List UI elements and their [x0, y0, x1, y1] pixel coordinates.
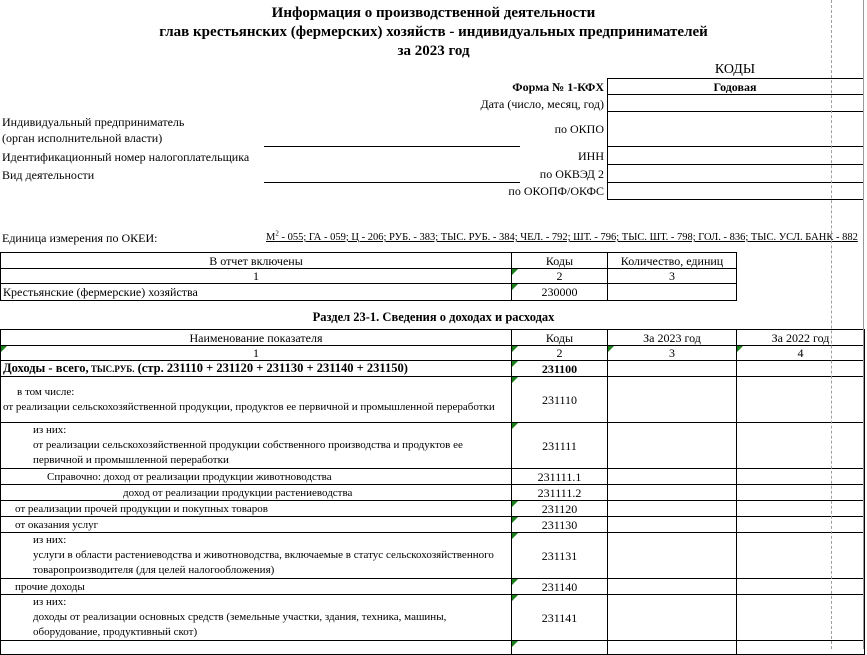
included-header-name: В отчет включены	[1, 253, 512, 269]
partial-row-2022[interactable]	[737, 641, 865, 655]
codes-line	[607, 94, 863, 95]
included-row-name: Крестьянские (фермерские) хозяйства	[1, 284, 512, 301]
row-231120-code: 231120	[512, 501, 608, 517]
total-row-2022[interactable]	[737, 361, 865, 377]
row-231111-2022[interactable]	[737, 423, 865, 469]
row-231141-code: 231141	[512, 595, 608, 641]
row-lead: из них:	[33, 534, 67, 546]
included-colnum-3: 3	[608, 269, 737, 284]
included-table	[0, 252, 737, 301]
row-231111-2-2022[interactable]	[737, 485, 865, 501]
section-header-2023: За 2023 год	[608, 330, 737, 346]
included-row-quantity[interactable]	[608, 284, 737, 301]
document-title-line-3: за 2023 год	[397, 43, 470, 59]
included-colnum-2: 2	[512, 269, 608, 284]
section-colnum-2: 2	[512, 346, 608, 361]
total-label: Доходы - всего,	[3, 361, 89, 375]
activity-underline	[264, 182, 520, 183]
taxpayer-id-label: Идентификационный номер налогоплательщика	[2, 150, 250, 164]
partial-row-name	[1, 641, 512, 655]
section-header-codes: Коды	[512, 330, 608, 346]
row-231111-1-2023[interactable]	[608, 469, 737, 485]
row-231140-name: прочие доходы	[1, 579, 512, 595]
table-row	[1, 284, 737, 301]
included-row-code: 230000	[512, 284, 608, 301]
document-title-line-1: Информация о производственной деятельности	[271, 5, 596, 21]
table-row	[1, 377, 865, 423]
table-row-total	[1, 361, 865, 377]
codes-line	[607, 199, 863, 200]
row-231111-1-2022[interactable]	[737, 469, 865, 485]
activity-field[interactable]	[264, 167, 520, 181]
row-231120-2023[interactable]	[608, 501, 737, 517]
okpo-label: по ОКПО	[554, 122, 604, 136]
okei-m2: М	[266, 232, 276, 243]
table-row	[1, 501, 865, 517]
table-row	[1, 533, 865, 579]
okei-m2-sup: 2	[275, 229, 279, 238]
page-break-line	[831, 0, 832, 649]
row-231131-2023[interactable]	[608, 533, 737, 579]
table-row	[1, 485, 865, 501]
row-231120-2022[interactable]	[737, 501, 865, 517]
entrepreneur-field[interactable]	[264, 130, 520, 144]
document-title-line-2: глав крестьянских (фермерских) хозяйств - индивидуальных предпринимателей	[159, 24, 708, 40]
codes-label: КОДЫ	[714, 62, 756, 77]
total-row-code: 231100	[512, 361, 608, 377]
section-header-name: Наименование показателя	[1, 330, 512, 346]
form-number-label: Форма № 1-КФХ	[512, 80, 604, 94]
okopf-field[interactable]	[610, 184, 860, 198]
section-header-2022: За 2022 год	[737, 330, 865, 346]
total-row-2023[interactable]	[608, 361, 737, 377]
row-231130-name: от оказания услуг	[1, 517, 512, 533]
row-text: доходы от реализации основных средств (земельные участки, здания, техника, машины, оборудование, продуктивный скот)	[33, 611, 447, 638]
section-title: Раздел 23-1. Сведения о доходах и расходах	[312, 310, 555, 324]
table-row	[1, 469, 865, 485]
row-231131-name	[1, 533, 512, 579]
row-text: от реализации сельскохозяйственной продукции собственного производства и продуктов ее первичной и промышленной переработки	[33, 439, 463, 466]
row-231110-2023[interactable]	[608, 377, 737, 423]
included-header-codes: Коды	[512, 253, 608, 269]
row-231111-name	[1, 423, 512, 469]
included-header-quantity: Количество, единиц	[608, 253, 737, 269]
row-231111-1-name: Справочно: доход от реализации продукции животноводства	[1, 469, 512, 485]
table-row	[1, 517, 865, 533]
codes-line	[607, 78, 863, 79]
window-edge	[863, 0, 864, 649]
total-row-name	[1, 361, 512, 377]
okei-units-rest: - 055; ГА - 059; Ц - 206; РУБ. - 383; ТЫС. РУБ. - 384; ЧЕЛ. - 792; ШТ. - 796; ТЫС. ШТ. - 798; ГОЛ. - 836; ТЫС. УСЛ. БАНК - 882	[278, 232, 858, 243]
row-231140-2023[interactable]	[608, 579, 737, 595]
row-231131-2022[interactable]	[737, 533, 865, 579]
entrepreneur-underline	[264, 146, 520, 147]
row-231130-2023[interactable]	[608, 517, 737, 533]
okved-label: по ОКВЭД 2	[539, 167, 604, 181]
row-231141-2023[interactable]	[608, 595, 737, 641]
section-table	[0, 329, 865, 655]
activity-label: Вид деятельности	[2, 168, 95, 182]
codes-border	[607, 78, 608, 199]
row-231130-code: 231130	[512, 517, 608, 533]
row-lead: из них:	[33, 424, 67, 436]
okpo-field[interactable]	[610, 122, 860, 136]
inn-code-label: ИНН	[578, 149, 604, 163]
row-231141-2022[interactable]	[737, 595, 865, 641]
row-231111-2-name: доход от реализации продукции растениеводства	[1, 485, 512, 501]
row-lead: из них:	[33, 596, 67, 608]
okei-label: Единица измерения по ОКЕИ:	[2, 231, 158, 245]
section-colnum-3: 3	[608, 346, 737, 361]
row-231131-code: 231131	[512, 533, 608, 579]
section-colnum-1: 1	[1, 346, 512, 361]
entrepreneur-sublabel: (орган исполнительной власти)	[2, 131, 163, 145]
row-231110-name	[1, 377, 512, 423]
table-row	[1, 579, 865, 595]
row-231130-2022[interactable]	[737, 517, 865, 533]
table-row	[1, 423, 865, 469]
total-formula: (стр. 231110 + 231120 + 231130 + 231140 + 231150)	[134, 361, 408, 375]
row-text: от реализации сельскохозяйственной продукции, продуктов ее первичной и промышленной переработки	[3, 400, 495, 413]
codes-line	[607, 164, 863, 165]
partial-row-code	[512, 641, 608, 655]
row-231110-2022[interactable]	[737, 377, 865, 423]
okopf-label: по ОКОПФ/ОКФС	[508, 184, 604, 198]
row-lead: в том числе:	[17, 385, 75, 398]
okei-units-list	[266, 229, 858, 243]
codes-line	[607, 182, 863, 183]
date-field[interactable]	[610, 97, 860, 111]
row-231140-code: 231140	[512, 579, 608, 595]
partial-row-2023[interactable]	[608, 641, 737, 655]
row-231111-code: 231111	[512, 423, 608, 469]
row-text: услуги в области растениеводства и животноводства, включаемые в статус сельскохозяйственного товаропроизводителя (для целей налогообложения)	[33, 549, 494, 576]
codes-line	[607, 111, 863, 112]
table-row	[1, 595, 865, 641]
row-231111-2-2023[interactable]	[608, 485, 737, 501]
row-231120-name: от реализации прочей продукции и покупных товаров	[1, 501, 512, 517]
row-231111-2023[interactable]	[608, 423, 737, 469]
row-231111-2-code: 231111.2	[512, 485, 608, 501]
table-row-partial	[1, 641, 865, 655]
date-label: Дата (число, месяц, год)	[480, 97, 604, 111]
row-231111-1-code: 231111.1	[512, 469, 608, 485]
row-231140-2022[interactable]	[737, 579, 865, 595]
row-231110-code: 231110	[512, 377, 608, 423]
form-periodicity-value: Годовая	[713, 80, 757, 94]
okved-field[interactable]	[610, 167, 860, 181]
inn-field[interactable]	[610, 149, 860, 163]
row-231141-name	[1, 595, 512, 641]
codes-line	[607, 146, 863, 147]
section-colnum-4: 4	[737, 346, 865, 361]
entrepreneur-label: Индивидуальный предприниматель	[2, 115, 185, 129]
total-unit: ТЫС.РУБ.	[88, 364, 135, 374]
included-colnum-1: 1	[1, 269, 512, 284]
